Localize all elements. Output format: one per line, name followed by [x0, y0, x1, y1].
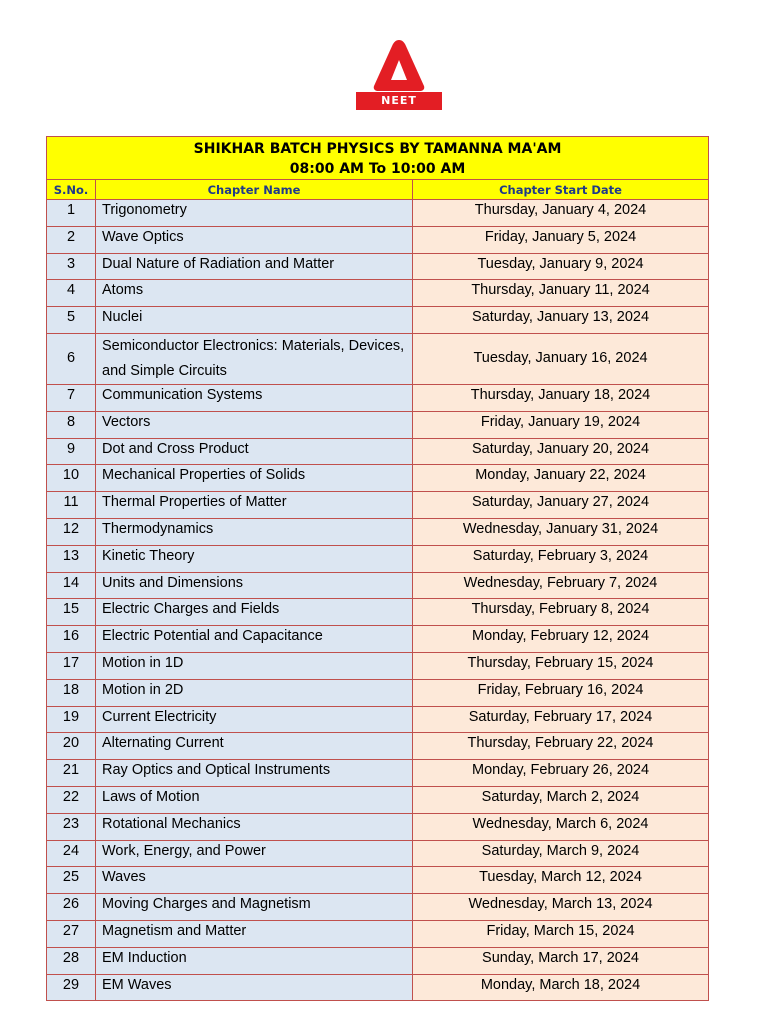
table-row — [47, 226, 709, 253]
start-date-cell: Wednesday, March 6, 2024 — [413, 813, 709, 840]
chapter-name-cell: Alternating Current — [96, 733, 413, 760]
chapter-name-cell: Ray Optics and Optical Instruments — [96, 760, 413, 787]
table-row — [47, 867, 709, 894]
table-row — [47, 947, 709, 974]
col-header-date: Chapter Start Date — [413, 180, 709, 200]
chapter-name-cell: Vectors — [96, 411, 413, 438]
table-row — [47, 626, 709, 653]
start-date-cell: Saturday, February 17, 2024 — [413, 706, 709, 733]
start-date-cell: Thursday, February 22, 2024 — [413, 733, 709, 760]
serial-number-cell: 8 — [47, 411, 96, 438]
serial-number-cell: 5 — [47, 307, 96, 334]
serial-number-cell: 23 — [47, 813, 96, 840]
serial-number-cell: 14 — [47, 572, 96, 599]
chapter-name-cell: Laws of Motion — [96, 786, 413, 813]
serial-number-cell: 7 — [47, 384, 96, 411]
serial-number-cell: 3 — [47, 253, 96, 280]
table-row — [47, 894, 709, 921]
neet-brand-label: NEET — [381, 94, 417, 107]
table-row — [47, 760, 709, 787]
table-row — [47, 545, 709, 572]
serial-number-cell: 16 — [47, 626, 96, 653]
chapter-name-cell: Magnetism and Matter — [96, 920, 413, 947]
start-date-cell: Wednesday, January 31, 2024 — [413, 518, 709, 545]
serial-number-cell: 10 — [47, 465, 96, 492]
col-header-chapter: Chapter Name — [96, 180, 413, 200]
schedule-time: 08:00 AM To 10:00 AM — [289, 161, 466, 177]
start-date-cell: Tuesday, March 12, 2024 — [413, 867, 709, 894]
start-date-cell: Thursday, January 4, 2024 — [413, 200, 709, 227]
start-date-cell: Sunday, March 17, 2024 — [413, 947, 709, 974]
start-date-cell: Saturday, February 3, 2024 — [413, 545, 709, 572]
chapter-name-cell: Thermal Properties of Matter — [96, 492, 413, 519]
serial-number-cell: 28 — [47, 947, 96, 974]
serial-number-cell: 15 — [47, 599, 96, 626]
chapter-name-cell: Current Electricity — [96, 706, 413, 733]
chapter-name-cell: Moving Charges and Magnetism — [96, 894, 413, 921]
start-date-cell: Thursday, January 11, 2024 — [413, 280, 709, 307]
chapter-name-cell: Motion in 1D — [96, 652, 413, 679]
table-row — [47, 384, 709, 411]
start-date-cell: Saturday, January 27, 2024 — [413, 492, 709, 519]
chapter-name-cell: Communication Systems — [96, 384, 413, 411]
serial-number-cell: 19 — [47, 706, 96, 733]
start-date-cell: Saturday, March 2, 2024 — [413, 786, 709, 813]
serial-number-cell: 27 — [47, 920, 96, 947]
start-date-cell: Thursday, February 15, 2024 — [413, 652, 709, 679]
column-header-row — [47, 180, 709, 200]
chapter-name-cell: Thermodynamics — [96, 518, 413, 545]
col-header-sno: S.No. — [47, 180, 96, 200]
start-date-cell: Monday, March 18, 2024 — [413, 974, 709, 1001]
table-row — [47, 333, 709, 384]
start-date-cell: Wednesday, March 13, 2024 — [413, 894, 709, 921]
chapter-name-cell: Dual Nature of Radiation and Matter — [96, 253, 413, 280]
serial-number-cell: 18 — [47, 679, 96, 706]
chapter-name-cell: Mechanical Properties of Solids — [96, 465, 413, 492]
serial-number-cell: 13 — [47, 545, 96, 572]
neet-logo — [354, 36, 444, 110]
table-row — [47, 733, 709, 760]
chapter-name-cell: Rotational Mechanics — [96, 813, 413, 840]
chapter-name-cell: Kinetic Theory — [96, 545, 413, 572]
table-row — [47, 465, 709, 492]
chapter-name-cell: Trigonometry — [96, 200, 413, 227]
table-row — [47, 679, 709, 706]
start-date-cell: Saturday, January 13, 2024 — [413, 307, 709, 334]
serial-number-cell: 12 — [47, 518, 96, 545]
serial-number-cell: 22 — [47, 786, 96, 813]
chapter-name-cell: Work, Energy, and Power — [96, 840, 413, 867]
chapter-name-cell: EM Induction — [96, 947, 413, 974]
serial-number-cell: 1 — [47, 200, 96, 227]
table-row — [47, 786, 709, 813]
serial-number-cell: 4 — [47, 280, 96, 307]
table-row — [47, 974, 709, 1001]
title-row — [47, 137, 709, 180]
chapter-name-cell: Electric Charges and Fields — [96, 599, 413, 626]
table-row — [47, 813, 709, 840]
serial-number-cell: 26 — [47, 894, 96, 921]
table-row — [47, 920, 709, 947]
chapter-name-cell: Motion in 2D — [96, 679, 413, 706]
serial-number-cell: 6 — [47, 333, 96, 384]
start-date-cell: Thursday, February 8, 2024 — [413, 599, 709, 626]
start-date-cell: Wednesday, February 7, 2024 — [413, 572, 709, 599]
chapter-name-cell: Dot and Cross Product — [96, 438, 413, 465]
table-row — [47, 438, 709, 465]
start-date-cell: Friday, January 19, 2024 — [413, 411, 709, 438]
serial-number-cell: 9 — [47, 438, 96, 465]
table-row — [47, 200, 709, 227]
table-row — [47, 572, 709, 599]
chapter-name-cell: Nuclei — [96, 307, 413, 334]
serial-number-cell: 11 — [47, 492, 96, 519]
table-row — [47, 840, 709, 867]
serial-number-cell: 20 — [47, 733, 96, 760]
serial-number-cell: 21 — [47, 760, 96, 787]
serial-number-cell: 25 — [47, 867, 96, 894]
table-row — [47, 599, 709, 626]
serial-number-cell: 29 — [47, 974, 96, 1001]
table-row — [47, 492, 709, 519]
schedule-title: SHIKHAR BATCH PHYSICS BY TAMANNA MA'AM — [193, 141, 562, 157]
start-date-cell: Friday, February 16, 2024 — [413, 679, 709, 706]
start-date-cell: Tuesday, January 9, 2024 — [413, 253, 709, 280]
table-row — [47, 307, 709, 334]
start-date-cell: Friday, January 5, 2024 — [413, 226, 709, 253]
schedule-table — [46, 136, 709, 1001]
table-row — [47, 280, 709, 307]
chapter-name-cell: Atoms — [96, 280, 413, 307]
start-date-cell: Tuesday, January 16, 2024 — [413, 333, 709, 384]
start-date-cell: Monday, January 22, 2024 — [413, 465, 709, 492]
start-date-cell: Friday, March 15, 2024 — [413, 920, 709, 947]
serial-number-cell: 17 — [47, 652, 96, 679]
title-cell — [47, 137, 709, 180]
chapter-name-cell: Waves — [96, 867, 413, 894]
table-row — [47, 518, 709, 545]
chapter-name-cell: Units and Dimensions — [96, 572, 413, 599]
chapter-name-cell: Electric Potential and Capacitance — [96, 626, 413, 653]
serial-number-cell: 24 — [47, 840, 96, 867]
chapter-name-cell: EM Waves — [96, 974, 413, 1001]
start-date-cell: Saturday, March 9, 2024 — [413, 840, 709, 867]
start-date-cell: Thursday, January 18, 2024 — [413, 384, 709, 411]
start-date-cell: Monday, February 26, 2024 — [413, 760, 709, 787]
chapter-name-cell: Semiconductor Electronics: Materials, Devices, and Simple Circuits — [96, 333, 413, 384]
table-row — [47, 253, 709, 280]
table-row — [47, 706, 709, 733]
serial-number-cell: 2 — [47, 226, 96, 253]
start-date-cell: Saturday, January 20, 2024 — [413, 438, 709, 465]
table-row — [47, 652, 709, 679]
start-date-cell: Monday, February 12, 2024 — [413, 626, 709, 653]
table-row — [47, 411, 709, 438]
chapter-name-cell: Wave Optics — [96, 226, 413, 253]
